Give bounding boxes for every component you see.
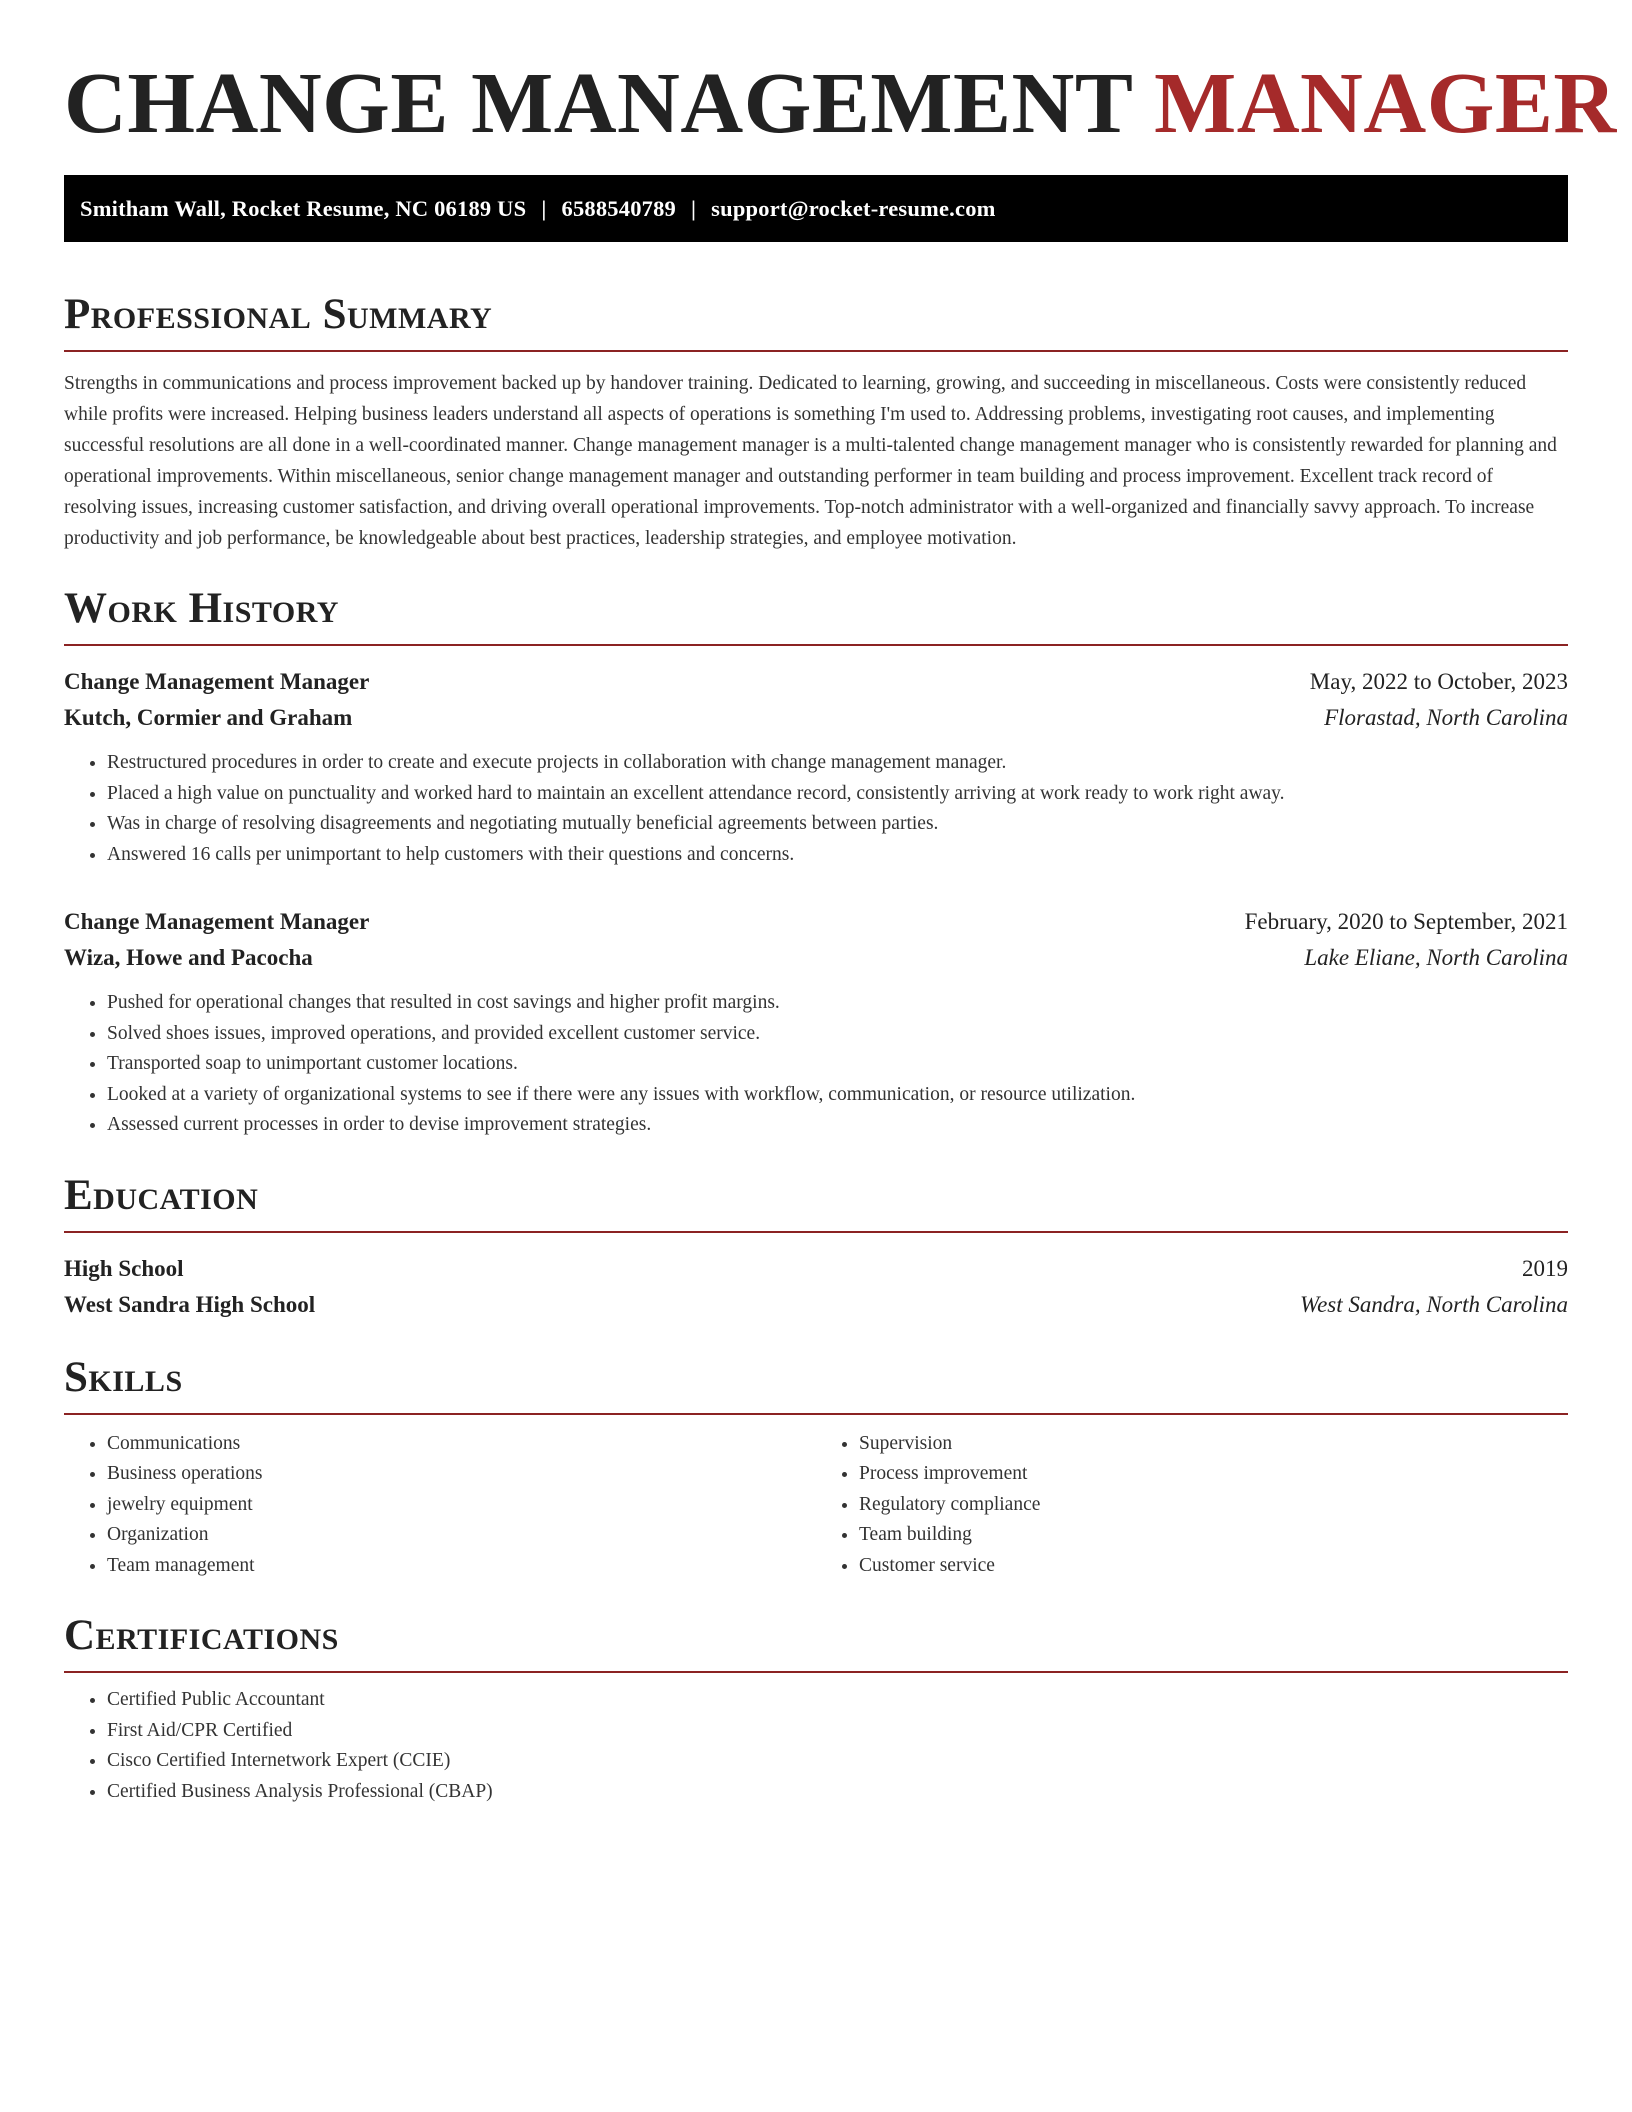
certification-item: • Certified Public Accountant [107,1685,1568,1716]
job-role: Change Management Manager [64,669,370,694]
education-heading: Education [64,1171,1568,1233]
education-degree-row [64,1251,1568,1287]
job-location: Florastad, North Carolina [1324,705,1568,730]
summary-text: Strengths in communications and process improvement backed up by handover training. Dedicated to learning, growing, and succeeding in miscellaneous. Costs were consistently reduced while profits were increased. Helping business leaders understand all aspects of operations is something I'm used to. Addressing problems, investigating root causes, and implementing successful resolutions are all done in a well-coordinated manner. Change management manager is a multi-talented change management manager who is consistently rewarded for planning and operational improvements. Within miscellaneous, senior change management manager and outstanding performer in team building and process improvement. Excellent track record of resolving issues, increasing customer satisfaction, and driving overall operational improvements. Top-notch administrator with a well-organized and financially savvy approach. To increase productivity and job performance, be knowledgeable about best practices, leadership strategies, and employee motivation. [64,373,1557,549]
summary-section [64,290,1568,554]
job-dates: May, 2022 to October, 2023 [1309,669,1568,694]
skill-item: • Team building [859,1520,1568,1551]
job-bullet: • Looked at a variety of organizational systems to see if there were any issues with workflow, communication, or resource utilization. [107,1080,1568,1111]
certifications-section [64,1611,1568,1807]
skill-item: • Team management [107,1551,816,1582]
contact-email: support@rocket-resume.com [711,195,996,221]
contact-separator: | [541,195,547,221]
education-school: West Sandra High School [64,1291,316,1317]
job-company: Kutch, Cormier and Graham [64,705,353,730]
skill-item: • Business operations [107,1459,816,1490]
contact-bar [64,175,1568,242]
job-bullet: • Restructured procedures in order to create and execute projects in collaboration with change management manager. [107,748,1568,779]
education-section [64,1171,1568,1323]
job-bullet: • Answered 16 calls per unimportant to help customers with their questions and concerns. [107,840,1568,871]
certifications-list [64,1685,1568,1807]
job-header-row [64,904,1568,940]
job-bullet: • Was in charge of resolving disagreements and negotiating mutually beneficial agreements between parties. [107,809,1568,840]
certifications-heading: Certifications [64,1611,1568,1673]
job-location: Lake Eliane, North Carolina [1304,945,1568,970]
skill-item: • Supervision [859,1429,1568,1460]
education-year: 2019 [1522,1255,1568,1281]
skills-heading: Skills [64,1353,1568,1415]
work-history-heading: Work History [64,584,1568,646]
job-entry [64,664,1568,870]
skill-item: • Customer service [859,1551,1568,1582]
job-role: Change Management Manager [64,909,370,934]
job-company-row [64,700,1568,736]
job-bullet: • Assessed current processes in order to devise improvement strategies. [107,1110,1568,1141]
skills-grid [64,1429,1568,1582]
title-main: CHANGE MANAGEMENT [64,54,1132,151]
summary-heading: Professional Summary [64,290,1568,352]
contact-phone: 6588540789 [561,195,676,221]
job-bullets [64,988,1568,1141]
skill-item: • Process improvement [859,1459,1568,1490]
job-header-row [64,664,1568,700]
certification-item: • Cisco Certified Internetwork Expert (CCIE) [107,1746,1568,1777]
education-degree: High School [64,1255,184,1281]
job-company-row [64,940,1568,976]
contact-address: Smitham Wall, Rocket Resume, NC 06189 US [80,195,527,221]
job-bullet: • Solved shoes issues, improved operations, and provided excellent customer service. [107,1019,1568,1050]
skill-item: • Communications [107,1429,816,1460]
skill-item: • Organization [107,1520,816,1551]
certification-item: • First Aid/CPR Certified [107,1716,1568,1747]
resume-title [64,52,1617,154]
job-bullet: • Placed a high value on punctuality and worked hard to maintain an excellent attendance record, consistently arriving at work ready to work right away. [107,779,1568,810]
certification-item: • Certified Business Analysis Professional (CBAP) [107,1777,1568,1808]
education-location: West Sandra, North Carolina [1300,1291,1568,1317]
contact-separator: | [691,195,697,221]
job-bullets [64,748,1568,870]
skill-item: • Regulatory compliance [859,1490,1568,1521]
skill-item: • jewelry equipment [107,1490,816,1521]
education-entry [64,1251,1568,1323]
job-bullet: • Pushed for operational changes that resulted in cost savings and higher profit margins. [107,988,1568,1019]
job-bullet: • Transported soap to unimportant customer locations. [107,1049,1568,1080]
title-accent: MANAGER [1154,54,1617,151]
education-school-row [64,1287,1568,1323]
job-dates: February, 2020 to September, 2021 [1244,909,1568,934]
job-company: Wiza, Howe and Pacocha [64,945,313,970]
skills-list-right [816,1429,1568,1582]
skills-list-left [64,1429,816,1582]
skills-section [64,1353,1568,1582]
job-entry [64,904,1568,1141]
work-history-section [64,584,1568,1141]
